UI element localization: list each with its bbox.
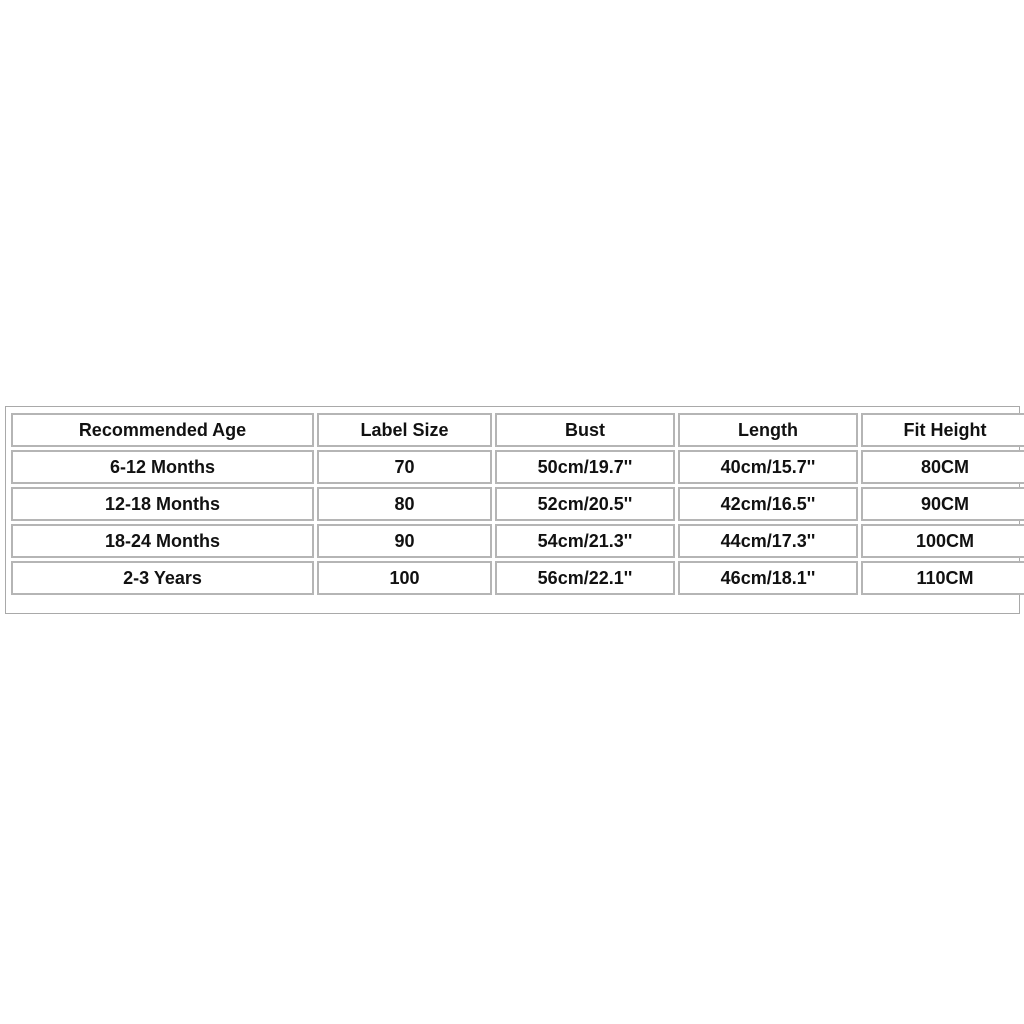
table-row [11,524,1024,558]
table-row [11,487,1024,521]
cell-recommended-age: 2-3 Years [11,561,314,595]
cell-label-size: 90 [317,524,492,558]
cell-bust: 50cm/19.7'' [495,450,675,484]
table-row [11,450,1024,484]
table-header-row [11,413,1024,447]
cell-bust: 54cm/21.3'' [495,524,675,558]
cell-fit-height: 90CM [861,487,1024,521]
cell-length: 44cm/17.3'' [678,524,858,558]
header-fit-height: Fit Height [861,413,1024,447]
cell-label-size: 100 [317,561,492,595]
cell-fit-height: 80CM [861,450,1024,484]
cell-length: 46cm/18.1'' [678,561,858,595]
cell-length: 40cm/15.7'' [678,450,858,484]
size-chart [5,406,1020,614]
cell-length: 42cm/16.5'' [678,487,858,521]
header-recommended-age: Recommended Age [11,413,314,447]
table-row [11,561,1024,595]
header-length: Length [678,413,858,447]
cell-fit-height: 100CM [861,524,1024,558]
cell-recommended-age: 12-18 Months [11,487,314,521]
cell-bust: 56cm/22.1'' [495,561,675,595]
size-table [8,410,1024,598]
cell-label-size: 80 [317,487,492,521]
header-bust: Bust [495,413,675,447]
cell-label-size: 70 [317,450,492,484]
cell-recommended-age: 18-24 Months [11,524,314,558]
cell-fit-height: 110CM [861,561,1024,595]
cell-bust: 52cm/20.5'' [495,487,675,521]
cell-recommended-age: 6-12 Months [11,450,314,484]
header-label-size: Label Size [317,413,492,447]
